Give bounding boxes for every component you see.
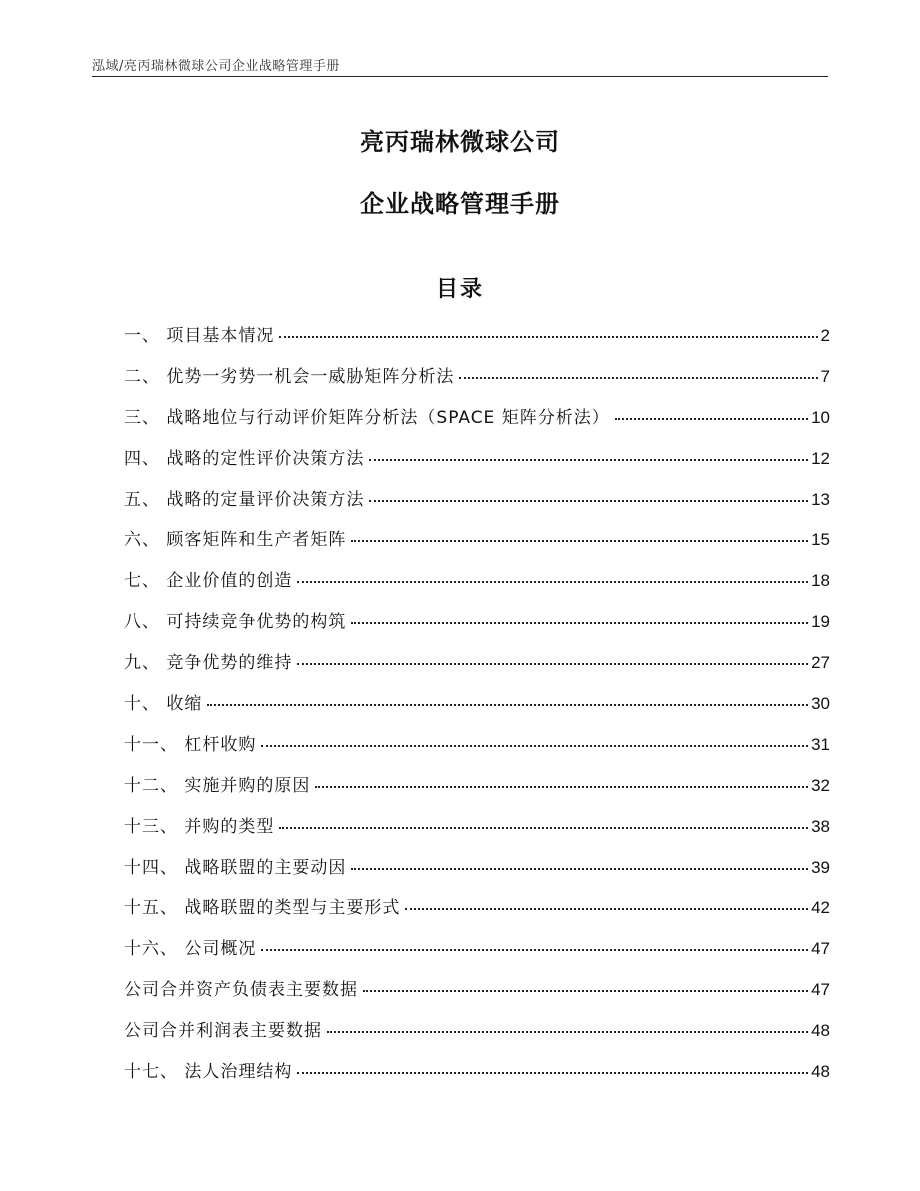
toc-entry-page: 42 xyxy=(811,898,830,918)
toc-entry-label: 公司合并利润表主要数据 xyxy=(124,1021,322,1042)
toc-entry-page: 10 xyxy=(811,407,830,427)
toc-entry[interactable] xyxy=(124,730,830,771)
toc-entry-label: 十一、 杠杆收购 xyxy=(124,734,257,755)
toc-entry-label: 一、 项目基本情况 xyxy=(124,326,275,346)
toc-entry[interactable] xyxy=(124,403,830,444)
toc-entry-label: 六、 顾客矩阵和生产者矩阵 xyxy=(124,530,347,551)
toc-leader-dots xyxy=(297,663,808,665)
toc-leader-dots xyxy=(315,786,808,788)
toc-leader-dots xyxy=(351,868,808,870)
toc-entry[interactable] xyxy=(124,771,830,812)
document-title: 企业战略管理手册 xyxy=(360,190,560,218)
toc-entry-page: 48 xyxy=(811,1021,830,1041)
toc-entry-page: 18 xyxy=(811,571,830,591)
toc-entry-label: 十三、 并购的类型 xyxy=(124,816,275,837)
toc-entry-label: 十六、 公司概况 xyxy=(124,939,257,960)
toc-entry-label: 公司合并资产负债表主要数据 xyxy=(124,980,358,1001)
company-title: 亮丙瑞林微球公司 xyxy=(360,128,560,156)
toc-entry-page: 48 xyxy=(811,1062,830,1082)
header-divider xyxy=(92,76,828,77)
toc-entry[interactable] xyxy=(124,607,830,648)
toc-leader-dots xyxy=(369,459,808,461)
toc-entry[interactable] xyxy=(124,485,830,526)
toc-entry-label: 四、 战略的定性评价决策方法 xyxy=(124,448,365,469)
toc-entry-page: 38 xyxy=(811,816,830,836)
toc-leader-dots xyxy=(327,1031,808,1033)
toc-entry-page: 47 xyxy=(811,939,830,959)
table-of-contents xyxy=(124,321,830,1098)
toc-entry[interactable] xyxy=(124,566,830,607)
toc-entry-page: 15 xyxy=(811,530,830,550)
toc-leader-dots xyxy=(297,1072,808,1074)
toc-entry[interactable] xyxy=(124,1016,830,1057)
toc-entry-page: 27 xyxy=(811,653,830,673)
toc-entry[interactable] xyxy=(124,648,830,689)
toc-entry[interactable] xyxy=(124,321,830,362)
toc-entry-page: 32 xyxy=(811,775,830,795)
toc-entry[interactable] xyxy=(124,975,830,1016)
toc-leader-dots xyxy=(279,336,817,338)
toc-entry-label: 十七、 法人治理结构 xyxy=(124,1062,293,1083)
toc-entry-page: 12 xyxy=(811,448,830,468)
toc-entry[interactable] xyxy=(124,525,830,566)
toc-leader-dots xyxy=(351,622,808,624)
toc-entry-label: 三、 战略地位与行动评价矩阵分析法（SPACE 矩阵分析法） xyxy=(124,407,610,428)
toc-leader-dots xyxy=(369,500,808,502)
toc-leader-dots xyxy=(207,704,808,706)
toc-entry-label: 九、 竞争优势的维持 xyxy=(124,653,293,674)
toc-entry-label: 七、 企业价值的创造 xyxy=(124,571,293,592)
toc-entry-page: 19 xyxy=(811,612,830,632)
toc-entry-page: 7 xyxy=(820,366,830,386)
toc-entry-label: 十二、 实施并购的原因 xyxy=(124,775,311,796)
toc-entry[interactable] xyxy=(124,362,830,403)
toc-entry-page: 39 xyxy=(811,857,830,877)
toc-entry[interactable] xyxy=(124,934,830,975)
running-header: 泓域/亮丙瑞林微球公司企业战略管理手册 xyxy=(92,59,340,74)
toc-entry-label: 十、 收缩 xyxy=(124,694,203,715)
toc-entry-label: 八、 可持续竞争优势的构筑 xyxy=(124,612,347,633)
toc-heading: 目录 xyxy=(435,277,484,302)
toc-entry-label: 二、 优势一劣势一机会一威胁矩阵分析法 xyxy=(124,366,455,387)
toc-entry-page: 2 xyxy=(820,326,830,345)
toc-leader-dots xyxy=(261,745,808,747)
toc-entry-page: 47 xyxy=(811,980,830,1000)
toc-entry[interactable] xyxy=(124,444,830,485)
toc-leader-dots xyxy=(405,908,808,910)
toc-leader-dots xyxy=(261,949,808,951)
toc-entry-label: 十四、 战略联盟的主要动因 xyxy=(124,857,347,878)
toc-entry[interactable] xyxy=(124,812,830,853)
toc-entry[interactable] xyxy=(124,853,830,894)
toc-leader-dots xyxy=(363,990,808,992)
toc-entry-label: 十五、 战略联盟的类型与主要形式 xyxy=(124,898,401,919)
toc-leader-dots xyxy=(459,377,817,379)
toc-leader-dots xyxy=(351,540,808,542)
toc-entry-page: 31 xyxy=(811,734,830,754)
toc-entry[interactable] xyxy=(124,1057,830,1098)
toc-entry-page: 30 xyxy=(811,694,830,714)
toc-leader-dots xyxy=(615,418,808,420)
toc-entry-label: 五、 战略的定量评价决策方法 xyxy=(124,489,365,510)
toc-leader-dots xyxy=(297,581,808,583)
toc-entry[interactable] xyxy=(124,893,830,934)
toc-entry-page: 13 xyxy=(811,489,830,509)
toc-entry[interactable] xyxy=(124,689,830,730)
toc-leader-dots xyxy=(279,827,808,829)
